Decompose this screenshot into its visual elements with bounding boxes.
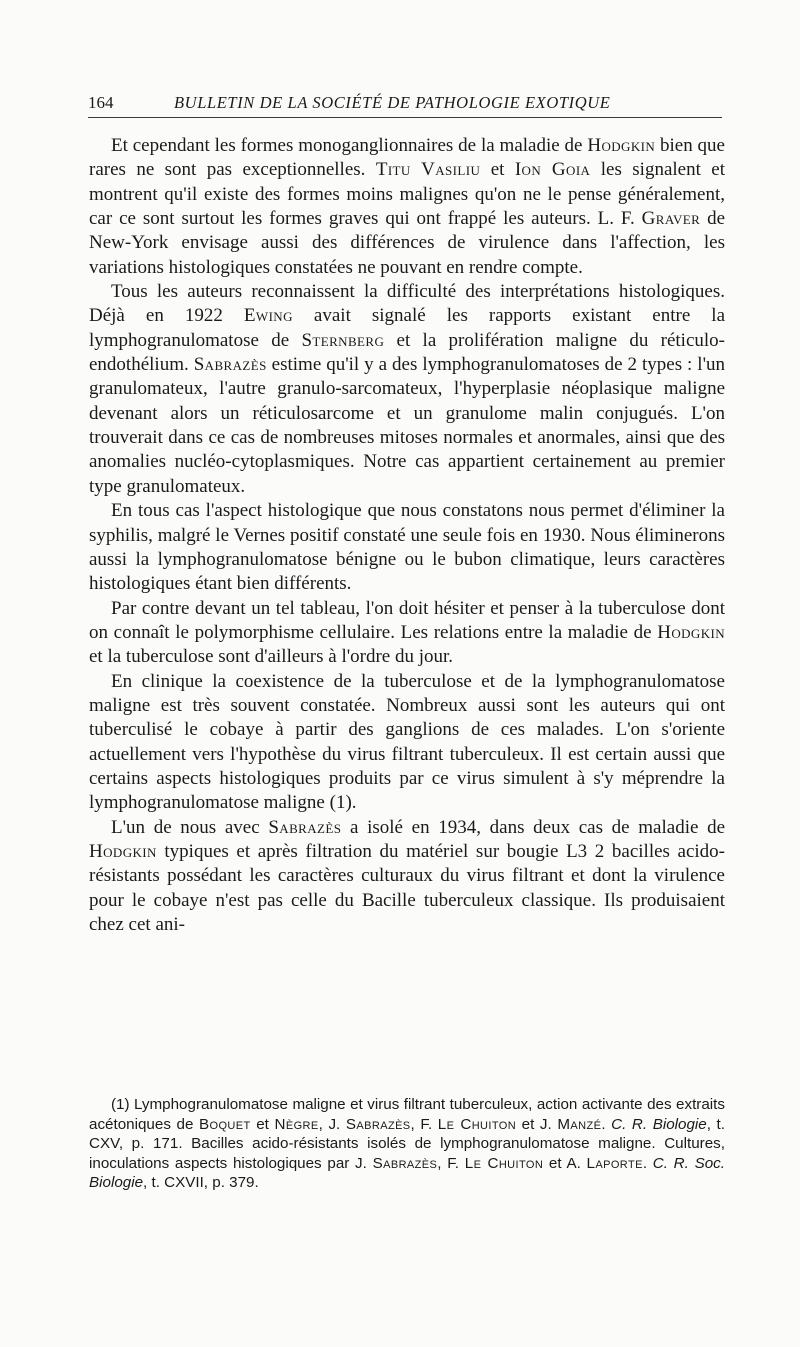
author-name: Le Chuiton [464,1154,544,1172]
author-name: Boquet [198,1115,251,1133]
paragraph-3: En tous cas l'aspect histologique que nous constatons nous permet d'éliminer la syphilis, malgré le Vernes positif constaté une seule fois en 1930. Nous éliminerons aussi la lymphogranulomatose bénigne ou le bubon climatique, leurs caractères histologiques étant bien différents. [89,500,725,595]
author-name: Hodgkin [587,135,656,156]
author-name: Sabrazès [345,1115,411,1133]
author-name: Laporte [586,1154,643,1172]
paragraph-1: Et cependant les formes monoganglionnaires de la maladie de Hodgkin bien que rares ne sont pas exceptionnelles. Titu Vasiliu et Ion Goia les signalent et montrent qu'il existe des formes moins malignes qu'on ne le pense généralement, car ce sont surtout les formes graves qui ont frappé les auteurs. L. F. Graver de New-York envisage aussi des différences de virulence dans l'affection, les variations histologiques constatées ne pouvant en rendre compte. [89,135,725,278]
footnote [89,1095,725,1193]
paragraph-4: Par contre devant un tel tableau, l'on doit hésiter et penser à la tuberculose dont on connaît le polymorphisme cellulaire. Les relations entre la maladie de Hodgkin et la tuberculose sont d'ailleurs à l'ordre du jour. [89,597,725,668]
body-text [89,134,725,937]
author-name: Sabrazès [372,1154,438,1172]
paragraph-6: L'un de nous avec Sabrazès a isolé en 1934, dans deux cas de maladie de Hodgkin typiques et après filtration du matériel sur bougie L3 2 bacilles acido-résistants possédant les caractères culturaux du virus filtrant et dont la virulence pour le cobaye n'est pas celle du Bacille tuberculeux classique. Ils produisaient chez cet ani- [89,816,726,935]
paragraph-5: En clinique la coexistence de la tuberculose et de la lymphogranulomatose maligne est très souvent constatée. Nombreux aussi sont les auteurs qui ont tuberculisé le cobaye à partir des ganglions de ces malades. L'on s'oriente actuellement vers l'hypothèse du virus filtrant tuberculeux. Il est certain aussi que certains aspects histologiques produits par ce virus simulent à s'y méprendre la lymphogranulomatose maligne (1). [89,670,725,814]
author-name: Hodgkin [657,621,725,643]
author-name: Hodgkin [89,840,157,862]
author-name: Titu Vasiliu [375,159,481,181]
footnote-1: (1) Lymphogranulomatose maligne et virus filtrant tuberculeux, action activante des extraits acétoniques de Boquet et Nègre, J. Sabrazès, F. Le Chuiton et J. Manzé. C. R. Biologie, t. CXV, p. 171. Bacilles acido-résistants isolés de lymphogranulomatose maligne. Cultures, inoculations aspects histologiques par J. Sabrazès, F. Le Chuiton et A. Laporte. C. R. Soc. Biologie, t. CXVII, p. 379. [89,1096,725,1192]
author-name: Manzé [557,1115,602,1133]
author-name: Ion Goia [514,159,591,181]
author-name: Sternberg [301,329,385,351]
journal-title: C. R. Biologie [611,1115,707,1133]
author-name: Graver [641,208,701,230]
author-name: Sabrazès [193,354,267,376]
author-name: Le Chuiton [437,1115,517,1133]
paragraph-2: Tous les auteurs reconnaissent la difficulté des interprétations histologiques. Déjà en 1922 Ewing avait signalé les rapports existant entre la lymphogranulomatose de Sternberg et la prolifération maligne du réticulo-endothélium. Sabrazès estime qu'il y a des lymphogranulomatoses de 2 types : l'un granulomateux, l'autre granulo-sarcomateux, l'hyperplasie néoplasique maligne devenant alors un réticulosarcome et un granulome malin conjugués. L'on trouverait dans ce cas de nombreuses mitoses normales et anormales, ainsi que des anomalies nucléo-cytoplasmiques. Notre cas appartient certainement au premier type granulomateux. [89,281,725,497]
page-number: 164 [88,93,114,112]
author-name: Ewing [243,305,293,327]
running-title: BULLETIN DE LA SOCIÉTÉ DE PATHOLOGIE EXOTIQUE [174,93,611,112]
author-name: Sabrazès [268,816,342,838]
page-header [88,93,722,118]
author-name: Nègre [274,1115,319,1133]
journal-title: C. R. Soc. Biologie [89,1154,725,1192]
